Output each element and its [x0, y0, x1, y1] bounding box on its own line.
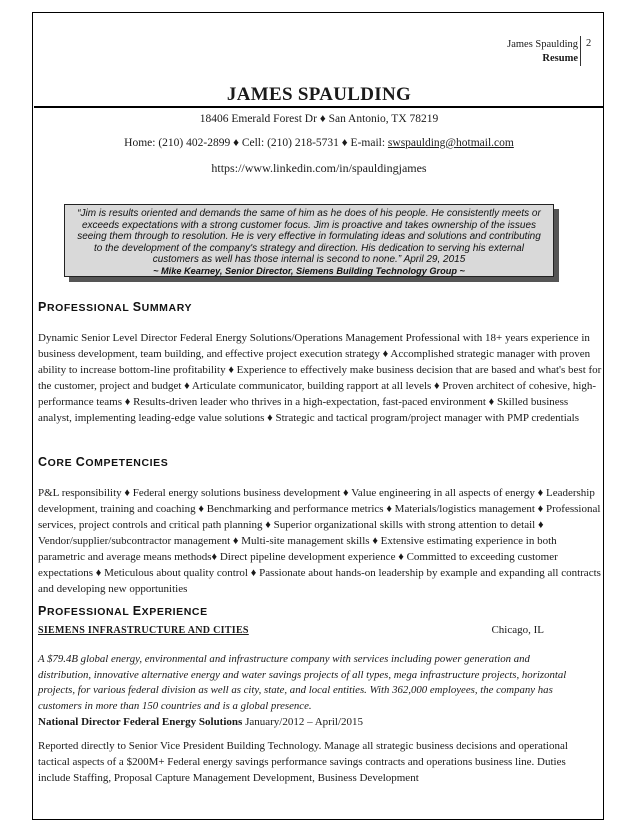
- candidate-address: 18406 Emerald Forest Dr ♦ San Antonio, TX 78219: [199, 113, 439, 125]
- company-description: A $79.4B global energy, environmental and infrastructure company with services including power generation and distribution, innovative alternative energy and water savings projects of all types, mega infrastructure projects, horizontal projects, for various federal division as well as city, state, and local entities. With 362,000 employees, the company has customers in more than 150 countries and is a global presence.: [38, 653, 567, 712]
- name-rule: [34, 106, 604, 108]
- contact-phones: Home: (210) 402-2899 ♦ Cell: (210) 218-5731 ♦ E-mail:: [124, 137, 388, 149]
- candidate-name: JAMES SPAULDING: [226, 84, 412, 105]
- running-header-name: James Spaulding: [507, 39, 578, 50]
- email-link[interactable]: swspaulding@hotmail.com: [387, 137, 514, 149]
- company-location: Chicago, IL: [491, 624, 544, 636]
- core-competencies-text: P&L responsibility ♦ Federal energy solutions business development ♦ Value engineering in all aspects of energy ♦ Leadership development, training and coaching ♦ Benchmarking and performance metrics ♦ Materials/logistics management ♦ Professional services, project controls and critical path planning ♦ Superior organizational skills with strong attention to detail ♦ Vendor/supplier/subcontractor management ♦ Multi-site management skills ♦ Extensive estimating experience in both parametric and average means methods♦ Direct pipeline development experience ♦ Committed to exceeding customer expectations ♦ Meticulous about quality control ♦ Passionate about hands-on leadership by example and expanding all contracts and developing new opportunities: [38, 487, 601, 595]
- testimonial-attribution: ~ Mike Kearney, Senior Director, Siemens Building Technology Group ~: [153, 265, 465, 276]
- linkedin-link[interactable]: https://www.linkedin.com/in/spauldingjames: [211, 161, 427, 175]
- page-number: 2: [586, 38, 592, 49]
- testimonial-quote: “Jim is results oriented and demands the same of him as he does of his people. He consistently meets or exceeds expectations with a strong customer focus. Jim is proactive and takes ownership of the issues seeing them through to resolution. He is very effective in formulating ideas and solutions and contributing to the development of the company's strategy and direction. His dedication to serving his external customers as well has those internal is second to none.” April 29, 2015: [77, 208, 541, 266]
- section-title-professional-experience: PROFESSIONAL EXPERIENCE: [38, 604, 208, 618]
- contact-line: [0, 137, 638, 149]
- testimonial-box: [64, 204, 554, 277]
- running-header-label: Resume: [542, 53, 578, 64]
- header-divider: [580, 36, 581, 66]
- role-dates: January/2012 – April/2015: [242, 716, 363, 728]
- role-line: [38, 716, 363, 728]
- professional-summary-text: Dynamic Senior Level Director Federal Energy Solutions/Operations Management Professional with 18+ years experience in business development, team building, and effective project execution strategy ♦ Accomplished strategic manager with proven ability to increase bottom-line profitability ♦ Experience to effectively make business decision that are based and what's best for the customer, project and budget ♦ Articulate communicator, building rapport at all levels ♦ Proven architect of cohesive, high-performance teams ♦ Results-driven leader who thrives in a high-expectation, fast-paced environment ♦ Skilled business analyst, implementing leading-edge value solutions ♦ Strategic and tactical program/project manager with PMP credentials: [38, 332, 602, 424]
- company-row: [38, 624, 544, 636]
- running-header: [507, 38, 578, 66]
- section-title-professional-summary: PROFESSIONAL SUMMARY: [38, 300, 193, 314]
- role-title: National Director Federal Energy Solutions: [38, 716, 243, 728]
- section-title-core-competencies: CORE COMPETENCIES: [38, 455, 169, 469]
- role-description: Reported directly to Senior Vice President Building Technology. Manage all strategic business decisions and operational tactical aspects of a $200M+ Federal energy savings performance savings contracts and operations business line. Duties include Staffing, Proposal Capture Management Development, Business Development: [38, 740, 568, 784]
- company-name: SIEMENS INFRASTRUCTURE AND CITIES: [38, 625, 249, 636]
